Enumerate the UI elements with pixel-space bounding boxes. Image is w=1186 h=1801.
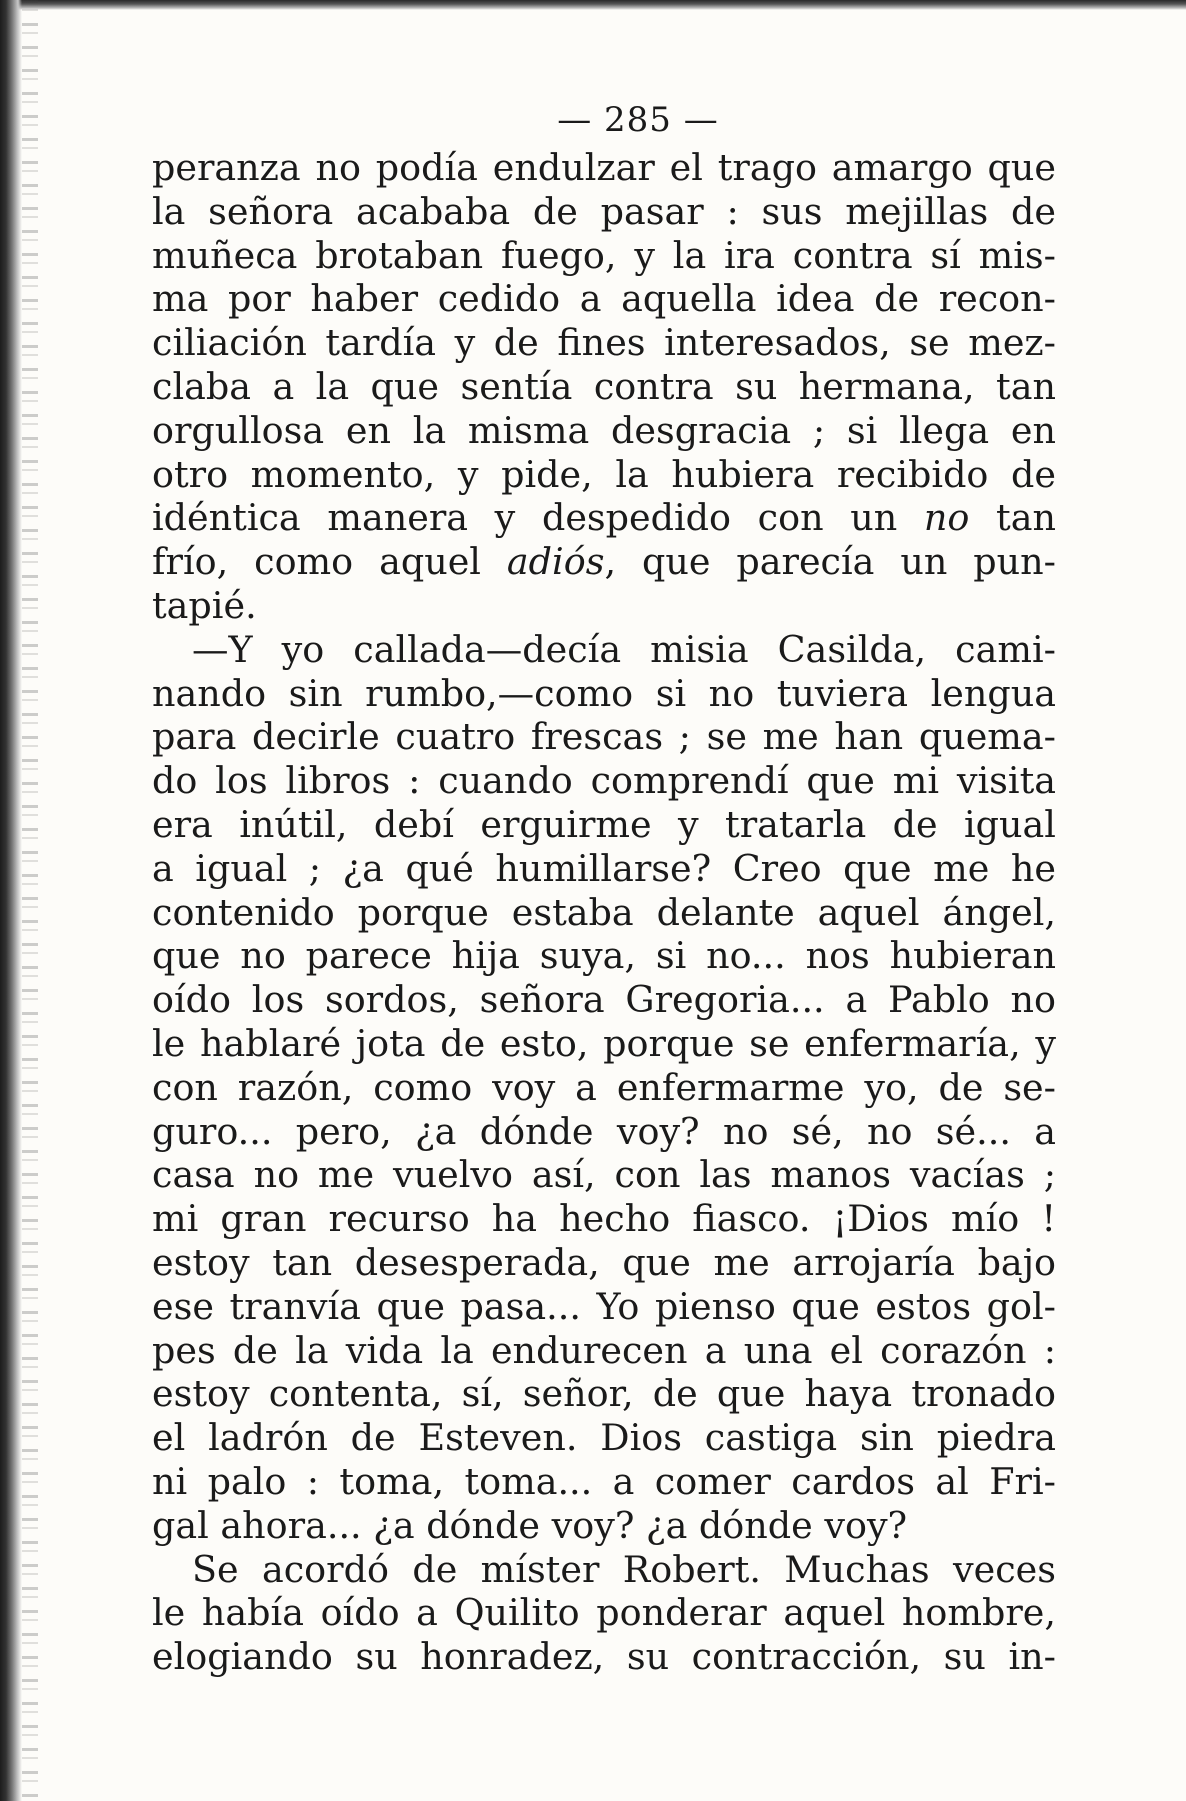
text-line: oído los sordos, señora Gregoria... a Pablo no bbox=[152, 978, 1056, 1022]
text-line: era inútil, debí erguirme y tratarla de igual bbox=[152, 802, 1056, 846]
text-line: ciliación tardía y de fines interesados, se mez- bbox=[152, 321, 1056, 365]
text-line: elogiando su honradez, su contracción, su in- bbox=[152, 1635, 1056, 1679]
text-segment: tan bbox=[996, 496, 1056, 540]
scan-binding-shadow bbox=[0, 0, 22, 1801]
text-line: con razón, como voy a enfermarme yo, de se- bbox=[152, 1065, 1056, 1109]
text-line: estoy contenta, sí, señor, de que haya tronado bbox=[152, 1372, 1056, 1416]
text-line: gal ahora... ¿a dónde voy? ¿a dónde voy? bbox=[152, 1503, 908, 1547]
text-line: orgullosa en la misma desgracia ; si llega en bbox=[152, 408, 1056, 452]
text-line: guro... pero, ¿a dónde voy? no sé, no sé... a bbox=[152, 1109, 1056, 1153]
italic-word: no bbox=[923, 496, 970, 540]
text-line: Se acordó de míster Robert. Muchas veces bbox=[192, 1547, 1056, 1591]
scan-binding-speckle bbox=[22, 0, 38, 1801]
text-line: le hablaré jota de esto, porque se enfermaría, y bbox=[152, 1021, 1056, 1065]
text-line: ese tranvía que pasa... Yo pienso que estos gol- bbox=[152, 1284, 1056, 1328]
text-line: otro momento, y pide, la hubiera recibido de bbox=[152, 452, 1056, 496]
text-line: el ladrón de Esteven. Dios castiga sin piedra bbox=[152, 1416, 1056, 1460]
text-line: que no parece hija suya, si no... nos hubieran bbox=[152, 934, 1056, 978]
text-line: le había oído a Quilito ponderar aquel hombre, bbox=[152, 1591, 1056, 1635]
text-line: contenido porque estaba delante aquel ángel, bbox=[152, 890, 1056, 934]
text-line: ni palo : toma, toma... a comer cardos al Fri- bbox=[152, 1459, 1056, 1503]
text-line: mi gran recurso ha hecho fiasco. ¡Dios mío ! bbox=[152, 1197, 1056, 1241]
page-number: — 285 — bbox=[557, 100, 719, 140]
text-segment: frío, como aquel bbox=[152, 540, 481, 584]
text-line: para decirle cuatro frescas ; se me han quema- bbox=[152, 715, 1056, 759]
text-line: la señora acababa de pasar : sus mejillas de bbox=[152, 189, 1056, 233]
text-line: estoy tan desesperada, que me arrojaría bajo bbox=[152, 1240, 1056, 1284]
text-line: ma por haber cedido a aquella idea de recon- bbox=[152, 277, 1056, 321]
text-line: peranza no podía endulzar el trago amargo que bbox=[152, 146, 1056, 189]
text-line: claba a la que sentía contra su hermana, tan bbox=[152, 364, 1056, 408]
scan-top-edge bbox=[0, 0, 1186, 10]
text-line: casa no me vuelvo así, con las manos vacías ; bbox=[152, 1153, 1056, 1197]
body-text bbox=[152, 146, 1056, 1679]
text-line bbox=[152, 540, 1056, 584]
text-line: nando sin rumbo,—como si no tuviera lengua bbox=[152, 671, 1056, 715]
text-line bbox=[152, 496, 1056, 540]
italic-word: adiós bbox=[506, 540, 605, 584]
text-segment: , que parecía un pun- bbox=[604, 540, 1057, 584]
text-line: do los libros : cuando comprendí que mi visita bbox=[152, 759, 1056, 803]
text-line: muñeca brotaban fuego, y la ira contra sí mis- bbox=[152, 233, 1056, 277]
text-line: tapié. bbox=[152, 583, 257, 627]
text-segment: idéntica manera y despedido con un bbox=[152, 496, 898, 540]
text-line: —Y yo callada—decía misia Casilda, cami- bbox=[192, 627, 1056, 671]
text-line: a igual ; ¿a qué humillarse? Creo que me he bbox=[152, 846, 1056, 890]
text-line: pes de la vida la endurecen a una el corazón : bbox=[152, 1328, 1056, 1372]
